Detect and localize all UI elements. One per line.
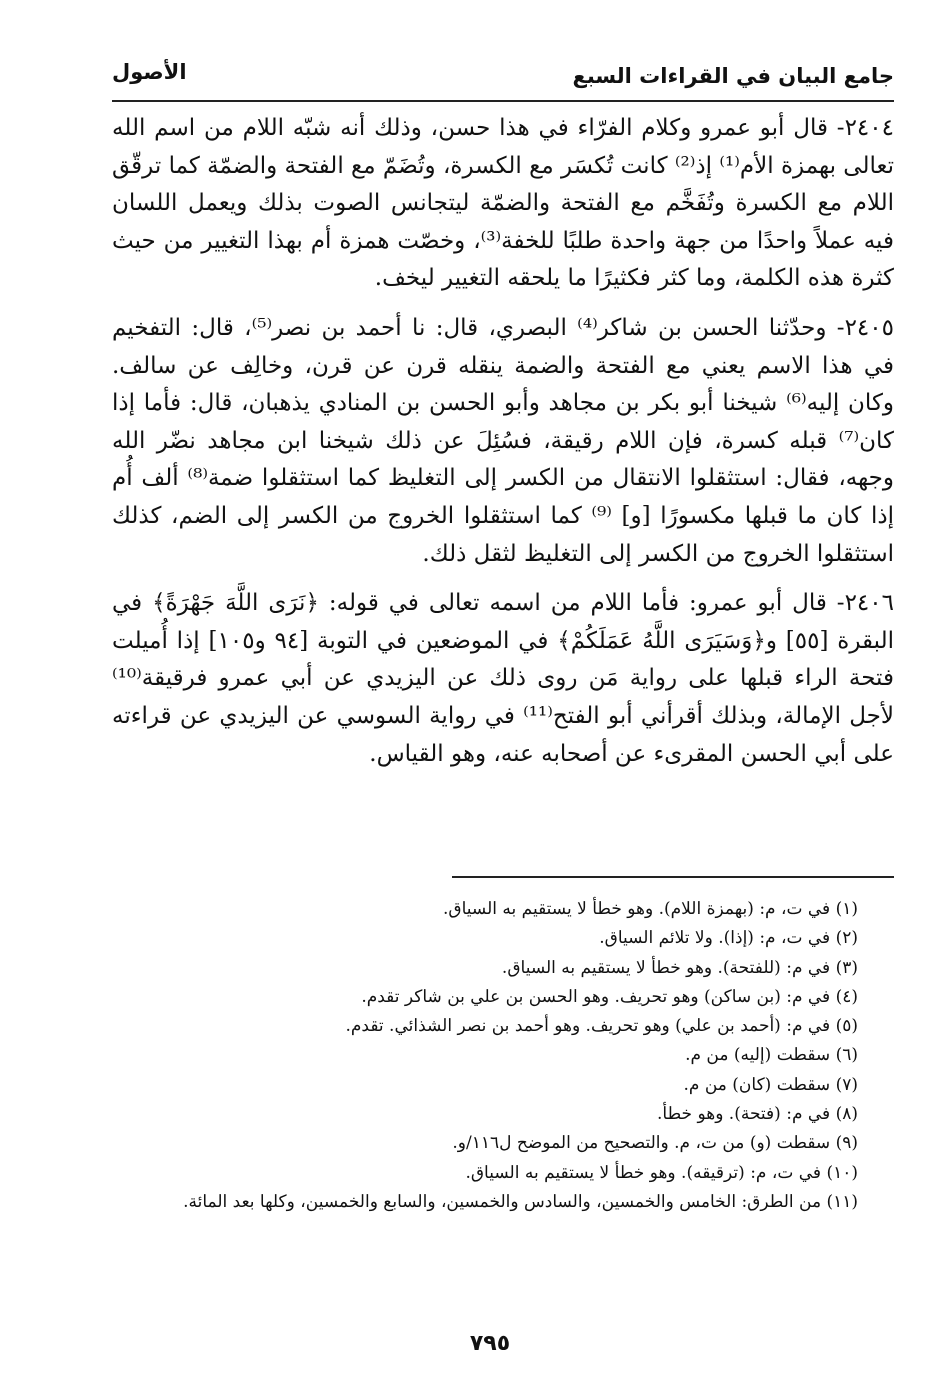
footnote-8: (٨) في م: (فتحة). وهو خطأ. [657,1104,858,1125]
footnote-4: (٤) في م: (بن ساكن) وهو تحريف. وهو الحسن بن علي بن شاكر تقدم. [361,986,858,1007]
footnotes [100,895,858,1217]
footnote-5: (٥) في م: (أحمد بن علي) وهو تحريف. وهو أحمد بن نصر الشذائي. تقدم. [345,1016,858,1037]
footnote-9: (٩) سقطت (و) من ت، م. والتصحيح من الموضح ل١١٦/و. [452,1133,858,1154]
paragraph-2404: ٢٤٠٤- قال أبو عمرو وكلام الفرّاء في هذا حسن، وذلك أنه شبّه اللام من اسم الله تعالى بهمزة الأم⁽¹⁾ إذ⁽²⁾ كانت تُكسَر مع الكسرة، وتُضَمّ مع الفتحة والضمّة كما ترقّق اللام مع الكسرة وتُفَخَّم مع الفتحة والضمّة ليتجانس الصوت بذلك ويعمل اللسان فيه عملاً واحدًا من جهة واحدة طلبًا للخفة⁽³⁾، وخصّت همزة أم بهذا التغيير من حيث كثرة هذه الكلمة، وما كثر فكثيرًا ما يلحقه التغيير ليخف. [112,115,894,292]
footnote-7: (٧) سقطت (كان) من م. [683,1074,858,1095]
footnote-11: (١١) من الطرق: الخامس والخمسين، والسادس والخمسين، والسابع والخمسين، وكلها بعد المائة. [183,1191,858,1212]
footnote-1: (١) في ت، م: (بهمزة اللام). وهو خطأ لا يستقيم به السياق. [443,899,858,919]
footnote-2: (٢) في ت، م: (إذا). ولا تلائم السياق. [599,928,858,949]
page-number: ٧٩٥ [469,1331,511,1356]
section-title: الأصول [112,60,187,84]
paragraph-2405: ٢٤٠٥- وحدّثنا الحسن بن شاكر⁽⁴⁾ البصري، قال: نا أحمد بن نصر⁽⁵⁾، قال: التفخيم في هذا الاسم يعني مع الفتحة والضمة ينقله قرن عن قرن، وخالِف عن سالف. وكان إليه⁽⁶⁾ شيخنا أبو بكر بن مجاهد وأبو الحسن بن المنادي يذهبان، قال: فأما إذا كان⁽⁷⁾ قبله كسرة، فإن اللام رقيقة، فسُئِلَ عن ذلك شيخنا ابن مجاهد نضّر الله وجهه، فقال: استثقلوا الانتقال من الكسر إلى التغليظ كما استثقلوا ضمة⁽⁸⁾ ألف أُم إذا كان ما قبلها مكسورًا [و] ⁽⁹⁾ كما استثقلوا الخروج من الكسر إلى الضم، كذلك استثقلوا الخروج من الكسر إلى التغليظ لثقل ذلك. [112,314,895,567]
book-title: جامع البيان في القراءات السبع [572,64,894,88]
footnote-6: (٦) سقطت (إليه) من م. [685,1045,858,1066]
running-header [112,56,894,102]
main-text [112,110,894,773]
footnote-3: (٣) في م: (للفتحة). وهو خطأ لا يستقيم به السياق. [501,957,858,978]
footnote-10: (١٠) في ت، م: (ترقيقه). وهو خطأ لا يستقيم به السياق. [465,1162,858,1183]
footnote-separator [452,876,894,878]
paragraph-2406: ٢٤٠٦- قال أبو عمرو: فأما اللام من اسمه تعالى في قوله: ﴿نَرَى اللَّهَ جَهْرَةً﴾ في البقرة [٥٥] و﴿وَسَيَرَى اللَّهُ عَمَلَكُمْ﴾ في الموضعين في التوبة [٩٤ و١٠٥] إذا أُميلت فتحة الراء قبلها على رواية مَن روى ذلك عن اليزيدي عن أبي عمرو فرقيقة⁽¹⁰⁾ لأجل الإمالة، وبذلك أقرأني أبو الفتح⁽¹¹⁾ في رواية السوسي عن اليزيدي عن قراءته على أبي الحسن المقرىء عن أصحابه عنه، وهو القياس. [112,590,894,767]
